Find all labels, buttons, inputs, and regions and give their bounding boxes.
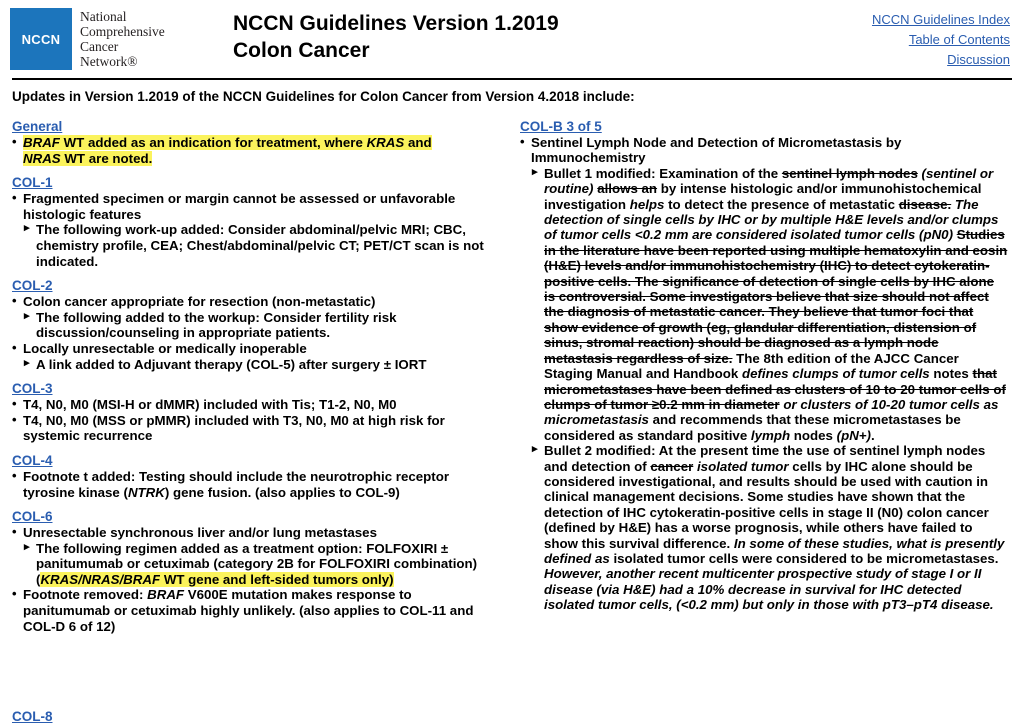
section-list-col1 xyxy=(12,191,500,269)
section-heading-colb[interactable]: COL-B 3 of 5 xyxy=(520,119,602,134)
item-text: Sentinel Lymph Node and Detection of Micrometastasis by Immunochemistry xyxy=(531,135,902,166)
section-heading-col6[interactable]: COL-6 xyxy=(12,509,53,525)
list-item xyxy=(12,135,500,166)
section-heading-col1[interactable]: COL-1 xyxy=(12,175,53,191)
item-text: Fragmented specimen or margin cannot be assessed or unfavorable histologic features xyxy=(23,191,456,222)
list-item: • Footnote removed: BRAF V600E mutation makes response to panitumumab or cetuximab highly unlikely. (also applies to COL-11 and COL-D 6 of 12) xyxy=(12,587,500,634)
sub-list xyxy=(23,541,500,588)
section-list-col6 xyxy=(12,525,500,634)
logo-line-3: Cancer xyxy=(80,39,119,54)
link-discussion[interactable]: Discussion xyxy=(947,52,1010,67)
logo-line-2: Comprehensive xyxy=(80,24,165,39)
list-item xyxy=(12,191,500,269)
nccn-logo-text xyxy=(72,8,165,70)
logo-line-1: National xyxy=(80,9,127,24)
section-heading-col8-cutoff[interactable]: COL-8 xyxy=(12,709,53,724)
section-heading-general[interactable]: General xyxy=(12,119,63,134)
header-links xyxy=(872,8,1010,70)
right-column xyxy=(520,110,1008,634)
title-version: NCCN Guidelines Version 1.2019 xyxy=(233,12,559,35)
item-text: BRAF WT added as an indication for treatment, where KRAS and NRAS WT are noted. xyxy=(23,135,432,166)
list-item: • Footnote t added: Testing should include the neurotrophic receptor tyrosine kinase (NTRK) gene fusion. (also applies to COL-9) xyxy=(12,469,500,500)
item-text: Locally unresectable or medically inoperable xyxy=(23,340,307,356)
list-item xyxy=(12,341,500,372)
sub-list xyxy=(23,310,500,341)
section-list-general xyxy=(12,135,500,166)
list-item xyxy=(12,525,500,587)
link-guidelines-index[interactable]: NCCN Guidelines Index xyxy=(871,12,1010,27)
sub-list xyxy=(23,357,500,373)
logo-line-4: Network® xyxy=(80,54,138,69)
list-item: ▸ Bullet 1 modified: Examination of the sentinel lymph nodes (sentinel or routine) allows an by intense histologic and/or immunohistochemical investigation helps to detect the presence of metastatic disease. The detection of single cells by IHC or by multiple H&E levels and/or clumps of tumor cells <0.2 mm are considered isolated tumor cells (pN0) Studies in the literature have been reported using multiple hematoxylin and eosin (H&E) levels and/or immunohistochemistry (IHC) to detect cytokeratin-positive cells. The significance of detection of single cells by IHC alone is controversial. Some investigators believe that size should not affect the diagnosis of metastatic cancer. They believe that tumor foci that show evidence of growth (eg, glandular differentiation, distension of sinus, stromal reaction) should be diagnosed as a lymph node metastasis regardless of size. The 8th edition of the AJCC Cancer Staging Manual and Handbook defines clumps of tumor cells notes that micrometastases have been defined as clusters of 10 to 20 tumor cells of clumps of tumor ≥0.2 mm in diameter or clusters of 10-20 tumor cells as micrometastasis and recommends that these micrometastases be considered as standard positive lymph nodes (pN+). xyxy=(531,166,1008,443)
item-text: Unresectable synchronous liver and/or lung metastases xyxy=(23,525,377,541)
section-heading-col2[interactable]: COL-2 xyxy=(12,278,53,294)
section-list-col2 xyxy=(12,294,500,372)
page-header xyxy=(0,0,1024,74)
page-title xyxy=(215,8,872,64)
sub-list xyxy=(531,166,1008,613)
updates-intro: Updates in Version 1.2019 of the NCCN Guidelines for Colon Cancer from Version 4.2018 include: xyxy=(12,89,635,104)
list-item: ▸ The following added to the workup: Consider fertility risk discussion/counseling in appropriate patients. xyxy=(23,310,500,341)
list-item: ▸ The following work-up added: Consider abdominal/pelvic MRI; CBC, chemistry profile, CEA; Chest/abdominal/pelvic CT; PET/CT scan is not indicated. xyxy=(23,222,500,269)
list-item: ▸ Bullet 2 modified: At the present time the use of sentinel lymph nodes and detection of cancer isolated tumor cells by IHC alone should be considered investigational, and results should be used with caution in clinical management decisions. Some studies have shown that the detection of IHC cytokeratin-positive cells in stage II (N0) colon cancer (defined by H&E) has a worse prognosis, while others have failed to show this survival difference. In some of these studies, what is presently defined as isolated tumor cells were considered to be micrometastases. However, another recent multicenter prospective study of stage I or II disease (via H&E) had a 10% decrease in survival for IHC detected isolated tumor cells, (<0.2 mm) but only in those with pT3–pT4 disease. xyxy=(531,443,1008,612)
nccn-logo-mark: NCCN xyxy=(10,8,72,70)
list-item xyxy=(520,135,1008,613)
section-list-colb xyxy=(520,135,1008,613)
title-subject: Colon Cancer xyxy=(233,39,370,62)
nccn-logo xyxy=(10,8,215,70)
list-item: • T4, N0, M0 (MSI-H or dMMR) included with Tis; T1-2, N0, M0 xyxy=(12,397,500,413)
list-item: • T4, N0, M0 (MSS or pMMR) included with T3, N0, M0 at high risk for systemic recurrence xyxy=(12,413,500,444)
left-column xyxy=(12,110,500,634)
content-columns xyxy=(0,110,1024,634)
list-item: ▸ The following regimen added as a treatment option: FOLFOXIRI ± panitumumab or cetuximab (category 2B for FOLFOXIRI combination) (KRAS/NRAS/BRAF WT gene and left-sided tumors only) xyxy=(23,541,500,588)
item-text: Colon cancer appropriate for resection (non-metastatic) xyxy=(23,294,376,310)
list-item xyxy=(12,294,500,341)
sub-list xyxy=(23,222,500,269)
list-item: ▸ A link added to Adjuvant therapy (COL-5) after surgery ± IORT xyxy=(23,357,500,373)
section-heading-col4[interactable]: COL-4 xyxy=(12,452,53,468)
section-heading-col3[interactable]: COL-3 xyxy=(12,381,53,397)
link-table-of-contents[interactable]: Table of Contents xyxy=(908,32,1010,47)
section-list-col3 xyxy=(12,397,500,444)
section-list-col4 xyxy=(12,469,500,500)
